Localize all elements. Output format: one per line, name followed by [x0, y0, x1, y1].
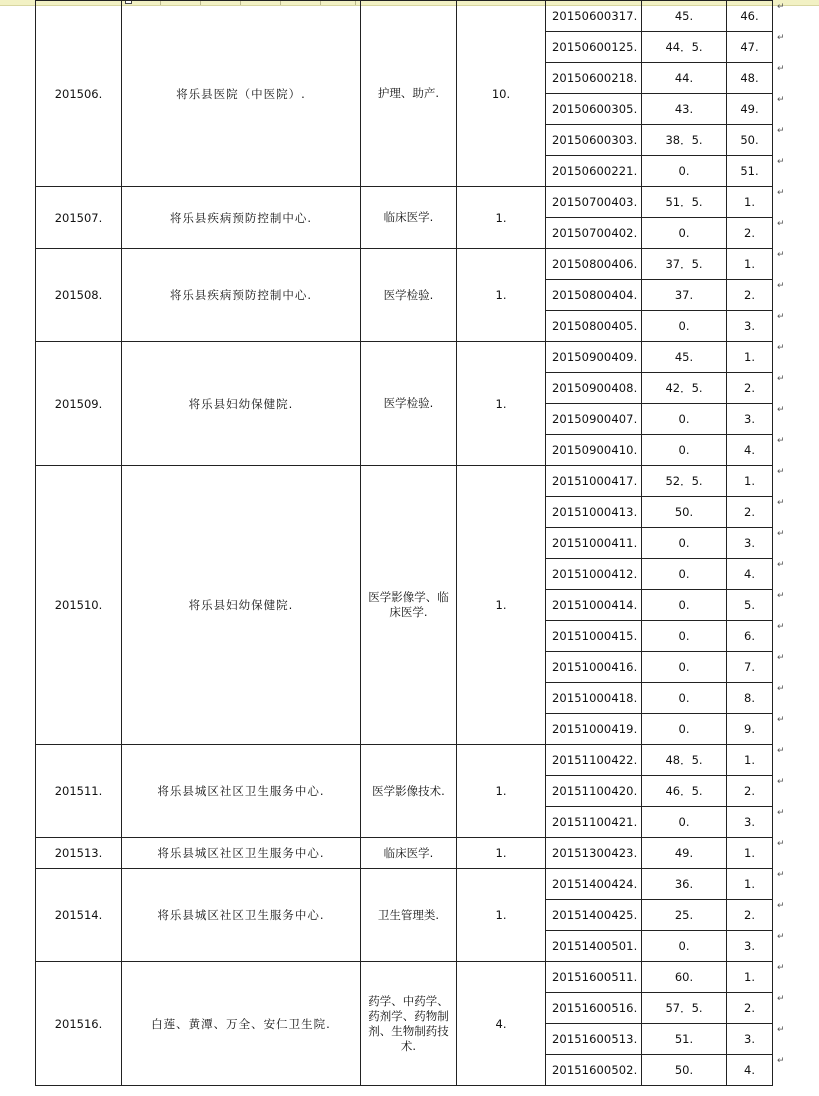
ticket-number: 20150800404.	[546, 280, 642, 311]
exam-score: 25.	[642, 900, 727, 931]
ticket-number: 20151600516.	[546, 993, 642, 1024]
ticket-number: 20151100422.	[546, 745, 642, 776]
ticket-number: 20151000412.	[546, 559, 642, 590]
exam-score: 45.	[642, 1, 727, 32]
exam-score: 0.	[642, 621, 727, 652]
row-end-mark-icon: ↵	[777, 591, 785, 601]
ticket-number: 20150700402.	[546, 218, 642, 249]
rank: 2.	[727, 218, 773, 249]
exam-score: 0.	[642, 590, 727, 621]
rank: 2.	[727, 373, 773, 404]
row-end-mark-icon: ↵	[777, 870, 785, 880]
exam-score: 57．5.	[642, 993, 727, 1024]
position-code: 201506.	[36, 1, 122, 187]
ticket-number: 20151000414.	[546, 590, 642, 621]
exam-score: 0.	[642, 156, 727, 187]
rank: 8.	[727, 683, 773, 714]
hiring-unit: 将乐县妇幼保健院.	[122, 342, 361, 466]
row-end-mark-icon: ↵	[777, 994, 785, 1004]
rank: 1.	[727, 249, 773, 280]
row-end-mark-icon: ↵	[777, 529, 785, 539]
table-row	[36, 187, 773, 218]
ticket-number: 20151400425.	[546, 900, 642, 931]
position-code: 201516.	[36, 962, 122, 1086]
ticket-number: 20150700403.	[546, 187, 642, 218]
exam-score: 49.	[642, 838, 727, 869]
ticket-number: 20150800405.	[546, 311, 642, 342]
ticket-number: 20150600125.	[546, 32, 642, 63]
required-major: 卫生管理类.	[361, 869, 457, 962]
rank: 5.	[727, 590, 773, 621]
row-end-mark-icon: ↵	[777, 2, 785, 12]
ticket-number: 20150900408.	[546, 373, 642, 404]
row-end-mark-icon: ↵	[777, 405, 785, 415]
rank: 48.	[727, 63, 773, 94]
position-code: 201507.	[36, 187, 122, 249]
exam-score: 0.	[642, 559, 727, 590]
rank: 2.	[727, 900, 773, 931]
row-end-mark-icon: ↵	[777, 932, 785, 942]
exam-score: 42．5.	[642, 373, 727, 404]
hiring-unit: 将乐县城区社区卫生服务中心.	[122, 869, 361, 962]
row-end-mark-icon: ↵	[777, 126, 785, 136]
ticket-number: 20151000418.	[546, 683, 642, 714]
hiring-unit: 白莲、黄潭、万全、安仁卫生院.	[122, 962, 361, 1086]
exam-score: 48．5.	[642, 745, 727, 776]
exam-score: 50.	[642, 1055, 727, 1086]
hiring-unit: 将乐县疾病预防控制中心.	[122, 249, 361, 342]
ticket-number: 20151100420.	[546, 776, 642, 807]
ticket-number: 20151600502.	[546, 1055, 642, 1086]
rank: 4.	[727, 1055, 773, 1086]
exam-score: 43.	[642, 94, 727, 125]
row-end-mark-icon: ↵	[777, 839, 785, 849]
ticket-number: 20150600221.	[546, 156, 642, 187]
ticket-number: 20151100421.	[546, 807, 642, 838]
row-end-mark-icon: ↵	[777, 436, 785, 446]
row-end-mark-icon: ↵	[777, 281, 785, 291]
hire-count: 1.	[457, 869, 546, 962]
hire-count: 10.	[457, 1, 546, 187]
position-code: 201513.	[36, 838, 122, 869]
hiring-unit: 将乐县城区社区卫生服务中心.	[122, 745, 361, 838]
row-end-mark-icon: ↵	[777, 901, 785, 911]
hire-count: 1.	[457, 838, 546, 869]
rank: 1.	[727, 342, 773, 373]
hire-count: 1.	[457, 342, 546, 466]
row-end-mark-icon: ↵	[777, 653, 785, 663]
ticket-number: 20151000413.	[546, 497, 642, 528]
exam-results-table	[35, 0, 773, 1086]
exam-score: 44．5.	[642, 32, 727, 63]
row-end-mark-icon: ↵	[777, 312, 785, 322]
hiring-unit: 将乐县妇幼保健院.	[122, 466, 361, 745]
rank: 1.	[727, 869, 773, 900]
row-end-mark-icon: ↵	[777, 498, 785, 508]
position-code: 201509.	[36, 342, 122, 466]
exam-score: 51.	[642, 1024, 727, 1055]
ticket-number: 20150800406.	[546, 249, 642, 280]
hire-count: 1.	[457, 249, 546, 342]
exam-score: 0.	[642, 528, 727, 559]
rank: 4.	[727, 559, 773, 590]
position-code: 201508.	[36, 249, 122, 342]
rank: 3.	[727, 404, 773, 435]
ticket-number: 20151400501.	[546, 931, 642, 962]
required-major: 医学影像技术.	[361, 745, 457, 838]
ticket-number: 20151400424.	[546, 869, 642, 900]
exam-score: 0.	[642, 404, 727, 435]
exam-score: 0.	[642, 435, 727, 466]
exam-score: 37.	[642, 280, 727, 311]
rank: 7.	[727, 652, 773, 683]
required-major: 医学检验.	[361, 342, 457, 466]
position-code: 201514.	[36, 869, 122, 962]
required-major: 临床医学.	[361, 187, 457, 249]
table-row	[36, 838, 773, 869]
hire-count: 1.	[457, 187, 546, 249]
rank: 3.	[727, 931, 773, 962]
row-end-mark-icon: ↵	[777, 157, 785, 167]
rank: 50.	[727, 125, 773, 156]
hire-count: 4.	[457, 962, 546, 1086]
ticket-number: 20151300423.	[546, 838, 642, 869]
ticket-number: 20150600218.	[546, 63, 642, 94]
row-end-mark-icon: ↵	[777, 95, 785, 105]
hiring-unit: 将乐县疾病预防控制中心.	[122, 187, 361, 249]
ticket-number: 20151000417.	[546, 466, 642, 497]
row-end-mark-icon: ↵	[777, 343, 785, 353]
required-major: 临床医学.	[361, 838, 457, 869]
hiring-unit: 将乐县城区社区卫生服务中心.	[122, 838, 361, 869]
row-end-mark-icon: ↵	[777, 684, 785, 694]
row-end-mark-icon: ↵	[777, 374, 785, 384]
row-end-mark-icon: ↵	[777, 33, 785, 43]
ticket-number: 20150600303.	[546, 125, 642, 156]
table-row	[36, 745, 773, 776]
ticket-number: 20151000416.	[546, 652, 642, 683]
exam-score: 45.	[642, 342, 727, 373]
exam-score: 0.	[642, 714, 727, 745]
ticket-number: 20151000419.	[546, 714, 642, 745]
row-end-mark-icon: ↵	[777, 250, 785, 260]
required-major: 药学、中药学、药剂学、药物制剂、生物制药技术.	[361, 962, 457, 1086]
row-end-mark-icon: ↵	[777, 777, 785, 787]
exam-score: 0.	[642, 218, 727, 249]
position-code: 201510.	[36, 466, 122, 745]
row-end-mark-icon: ↵	[777, 715, 785, 725]
rank: 1.	[727, 466, 773, 497]
rank: 2.	[727, 497, 773, 528]
row-end-mark-icon: ↵	[777, 1056, 785, 1066]
ticket-number: 20150900409.	[546, 342, 642, 373]
exam-score: 44.	[642, 63, 727, 94]
rank: 3.	[727, 1024, 773, 1055]
exam-score: 37．5.	[642, 249, 727, 280]
position-code: 201511.	[36, 745, 122, 838]
exam-score: 38．5.	[642, 125, 727, 156]
exam-score: 51．5.	[642, 187, 727, 218]
rank: 1.	[727, 962, 773, 993]
ticket-number: 20151000411.	[546, 528, 642, 559]
hire-count: 1.	[457, 745, 546, 838]
exam-score: 0.	[642, 311, 727, 342]
table-row	[36, 342, 773, 373]
exam-score: 36.	[642, 869, 727, 900]
exam-score: 0.	[642, 931, 727, 962]
ticket-number: 20150600317.	[546, 1, 642, 32]
ticket-number: 20151000415.	[546, 621, 642, 652]
exam-score: 52．5.	[642, 466, 727, 497]
exam-score: 50.	[642, 497, 727, 528]
row-end-mark-icon: ↵	[777, 746, 785, 756]
table-row	[36, 249, 773, 280]
rank: 4.	[727, 435, 773, 466]
rank: 6.	[727, 621, 773, 652]
rank: 3.	[727, 807, 773, 838]
hire-count: 1.	[457, 466, 546, 745]
required-major: 医学影像学、临床医学.	[361, 466, 457, 745]
row-end-mark-icon: ↵	[777, 560, 785, 570]
row-end-mark-icon: ↵	[777, 467, 785, 477]
table-row	[36, 466, 773, 497]
ticket-number: 20151600513.	[546, 1024, 642, 1055]
rank: 1.	[727, 838, 773, 869]
row-end-mark-icon: ↵	[777, 1025, 785, 1035]
rank: 9.	[727, 714, 773, 745]
rank: 1.	[727, 745, 773, 776]
exam-score: 0.	[642, 807, 727, 838]
rank: 1.	[727, 187, 773, 218]
table-row	[36, 869, 773, 900]
ticket-number: 20150900407.	[546, 404, 642, 435]
rank: 51.	[727, 156, 773, 187]
exam-score: 46．5.	[642, 776, 727, 807]
row-end-mark-icon: ↵	[777, 219, 785, 229]
rank: 49.	[727, 94, 773, 125]
exam-score: 0.	[642, 683, 727, 714]
rank: 46.	[727, 1, 773, 32]
rank: 2.	[727, 776, 773, 807]
row-end-mark-icon: ↵	[777, 808, 785, 818]
rank: 3.	[727, 528, 773, 559]
exam-score: 0.	[642, 652, 727, 683]
required-major: 护理、助产.	[361, 1, 457, 187]
required-major: 医学检验.	[361, 249, 457, 342]
rank: 3.	[727, 311, 773, 342]
rank: 2.	[727, 280, 773, 311]
row-end-mark-icon: ↵	[777, 64, 785, 74]
row-end-mark-icon: ↵	[777, 622, 785, 632]
row-end-mark-icon: ↵	[777, 188, 785, 198]
table-row	[36, 962, 773, 993]
ticket-number: 20150600305.	[546, 94, 642, 125]
ticket-number: 20151600511.	[546, 962, 642, 993]
rank: 2.	[727, 993, 773, 1024]
hiring-unit: 将乐县医院（中医院）.	[122, 1, 361, 187]
table-row	[36, 1, 773, 32]
exam-score: 60.	[642, 962, 727, 993]
row-end-mark-icon: ↵	[777, 963, 785, 973]
rank: 47.	[727, 32, 773, 63]
ticket-number: 20150900410.	[546, 435, 642, 466]
